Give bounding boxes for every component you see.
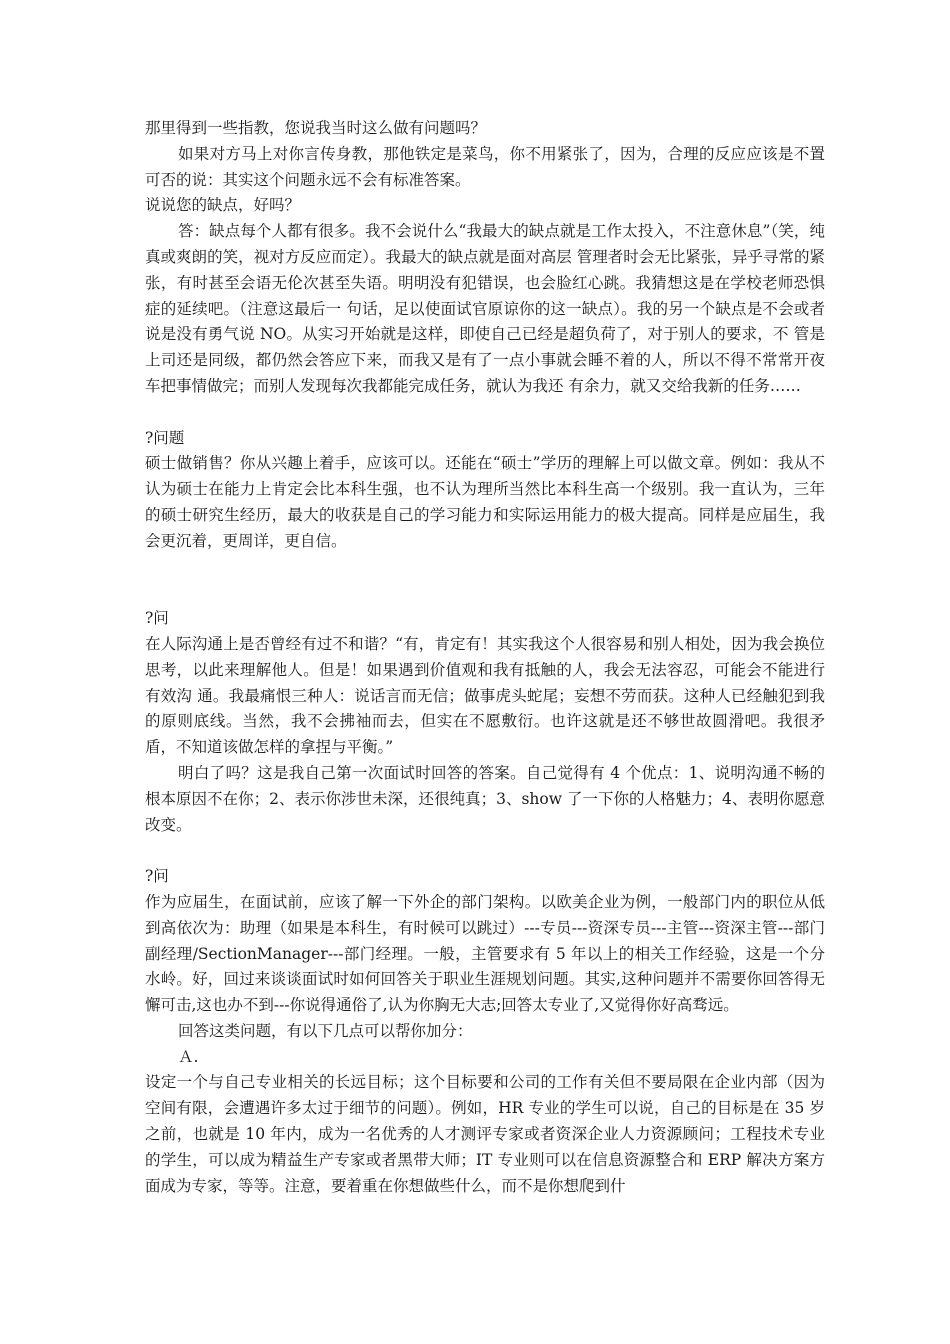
paragraph: 硕士做销售？你从兴趣上着手，应该可以。还能在“硕士”学历的理解上可以做文章。例如：我从不认为硕士在能力上肯定会比本科生强，也不认为理所当然比本科生高一个级别。我一直认为，三年的硕士研究生经历，最大的收获是自己的学习能力和实际运用能力的极大提高。同样是应届生，我会更沉着，更周详，更自信。 (145, 454, 825, 550)
paragraph: 在人际沟通上是否曾经有过不和谐？“有，肯定有！其实我这个人很容易和别人相处，因为我会换位思考，以此来理解他人。但是！如果遇到价值观和我有抵触的人，我会无法容忍，可能会不能进行有效沟 通。我最痛恨三种人：说话言而无信；做事虎头蛇尾；妄想不劳而获。这种人已经触犯到我的原则底线。当然，我不会拂袖而去，但实在不愿敷衍。也许这就是还不够世故圆滑吧。我很矛盾，不知道该做怎样的拿捏与平衡。” (145, 634, 825, 757)
paragraph: 回答这类问题，有以下几点可以帮你加分： (178, 1021, 473, 1040)
spacer (145, 400, 825, 426)
question-heading: ?问 (145, 609, 169, 628)
paragraph: 作为应届生，在面试前，应该了解一下外企的部门架构。以欧美企业为例，一般部门内的职位从低到高依次为：助理（如果是本科生，有时候可以跳过）---专员---资深专员---主管---资深主管---部门副经理/SectionManager---部门经理。一般，主管要求有 5 年以上的相关工作经验，这是一个分水岭。好，回过来谈谈面试时如何回答关于职业生涯规划问题。其实,这种问题并不需要你回答得无懈可击,这也办不到---你说得通俗了,认为你胸无大志;回答太专业了,又觉得你好高骛远。 (145, 892, 825, 1015)
list-marker: Ａ. (178, 1047, 199, 1066)
question-heading: ?问 (145, 867, 169, 886)
question-heading: ?问题 (145, 428, 185, 447)
question-heading: 说说您的缺点，好吗？ (145, 196, 301, 215)
paragraph: 设定一个与自己专业相关的长远目标；这个目标要和公司的工作有关但不要局限在企业内部（因为空间有限，会遭遇许多太过于细节的问题）。例如，HR 专业的学生可以说，自己的目标是在 35 岁之前，也就是 10 年内，成为一名优秀的人才测评专家或者资深企业人力资源顾问；工程技术专业的学生，可以成为精益生产专家或者黑带大师；IT 专业则可以在信息资源整合和 ERP 解决方案方面成为专家，等等。注意，要着重在你想做些什么，而不是你想爬到什 (145, 1073, 825, 1195)
paragraph: 明白了吗？这是我自己第一次面试时回答的答案。自己觉得有 4 个优点：1、说明沟通不畅的根本原因不在你；2、表示你涉世未深，还很纯真；3、show 了一下你的人格魅力；4、表明你愿意改变。 (145, 763, 825, 834)
document-body (145, 116, 825, 1199)
spacer (145, 555, 825, 607)
paragraph: 那里得到一些指教，您说我当时这么做有问题吗？ (145, 119, 487, 137)
paragraph: 答：缺点每个人都有很多。我不会说什么“我最大的缺点就是工作太投入，不注意休息”（笑，纯真或爽朗的笑，视对方反应而定）。我最大的缺点就是面对高层 管理者时会无比紧张，异乎寻常的紧张，有时甚至会语无伦次甚至失语。明明没有犯错误，也会脸红心跳。我猜想这是在学校老师恐惧症的延续吧。（注意这最后一 句话，足以使面试官原谅你的这一缺点）。我的另一个缺点是不会或者说是没有勇气说 NO。从实习开始就是这样，即使自己已经是超负荷了，对于别人的要求，不 管是上司还是同级，都仍然会答应下来，而我又是有了一点小事就会睡不着的人，所以不得不常常开夜车把事情做完；而别人发现每次我都能完成任务，就认为我还 有余力，就又交给我新的任务…… (145, 222, 825, 395)
paragraph: 如果对方马上对你言传身教，那他铁定是菜鸟，你不用紧张了，因为，合理的反应应该是不置可否的说：其实这个问题永远不会有标准答案。 (145, 144, 825, 189)
spacer (145, 838, 825, 864)
